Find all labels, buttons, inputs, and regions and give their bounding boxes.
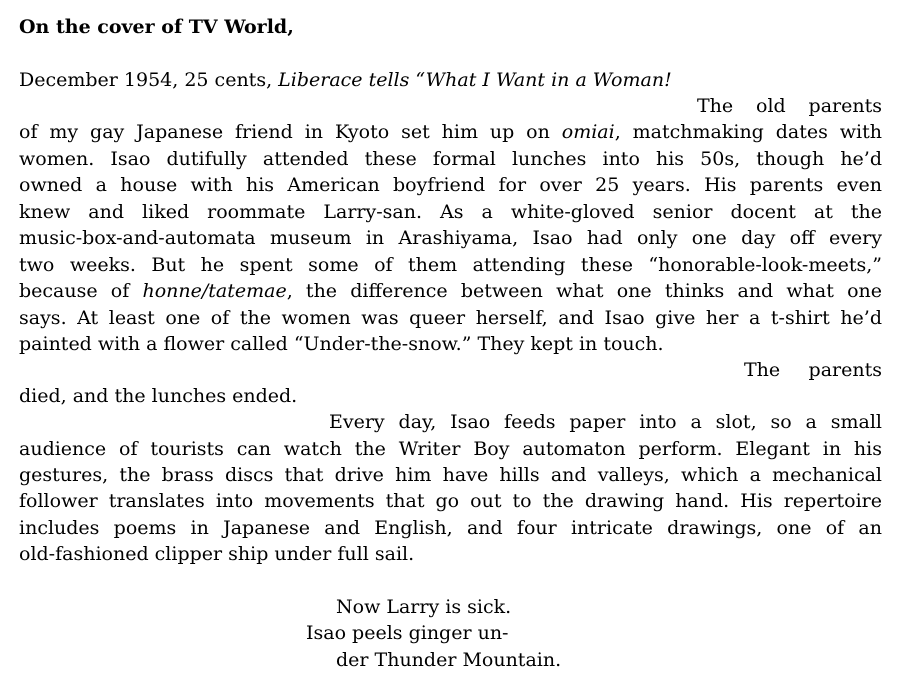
section2-intro (19, 357, 882, 383)
subtitle-prefix: December 1954, 25 cents, (19, 69, 279, 91)
section2-line: died, and the lunches ended. (19, 385, 298, 407)
section1-line-8: says. At least one of the women was queer herself, and Isao give her a t-shirt he’d (19, 307, 882, 329)
section1-intro (19, 93, 882, 119)
section3-line-1: audience of tourists can watch the Writer Boy automaton perform. Elegant in his (19, 438, 882, 460)
section1-line-1 (19, 119, 882, 145)
poem-line-3: der Thunder Mountain. (336, 649, 562, 671)
poem-line-1: Now Larry is sick. (336, 596, 512, 618)
section3-line-4: includes poems in Japanese and English, and four intricate drawings, one of an (19, 517, 882, 539)
section3-line-2: gestures, the brass discs that drive him have hills and valleys, which a mechanical (19, 464, 882, 486)
section1-intro-text: The old parents (697, 95, 882, 117)
poem-line-2: Isao peels ginger un- (306, 622, 509, 644)
section1-line-9: painted with a flower called “Under-the-snow.” They kept in touch. (19, 333, 664, 355)
section1-line-5: music-box-and-automata museum in Arashiyama, Isao had only one day off every (19, 227, 882, 249)
text-run: of my gay Japanese friend in Kyoto set him up on (19, 121, 562, 143)
section1-line-2: women. Isao dutifully attended these formal lunches into his 50s, though he’d (19, 148, 882, 170)
subtitle-italic: Liberace tells “What I Want in a Woman! (278, 69, 672, 91)
subtitle-line (19, 67, 882, 93)
section1-line-3: owned a house with his American boyfriend for over 25 years. His parents even (19, 174, 882, 196)
section3-line-5: old-fashioned clipper ship under full sail. (19, 543, 415, 565)
text-run: , the difference between what one thinks and what one (286, 280, 882, 302)
section3-line-3: follower translates into movements that go out to the drawing hand. His repertoire (19, 490, 882, 512)
italic-term: honne/tatemae (142, 280, 287, 302)
italic-term: omiai (561, 121, 615, 143)
text-run: because of (19, 280, 143, 302)
section2-intro-text: The parents (744, 359, 882, 381)
section3-intro-text: Every day, Isao feeds paper into a slot, so a small (329, 411, 882, 433)
section1-line-4: knew and liked roommate Larry-san. As a white-gloved senior docent at the (19, 201, 882, 223)
section3-intro (19, 409, 882, 435)
section1-line-6: two weeks. But he spent some of them attending these “honorable-look-meets,” (19, 254, 882, 276)
page-title: On the cover of TV World, (19, 16, 294, 38)
text-run: , matchmaking dates with (614, 121, 882, 143)
section1-line-7 (19, 278, 882, 304)
